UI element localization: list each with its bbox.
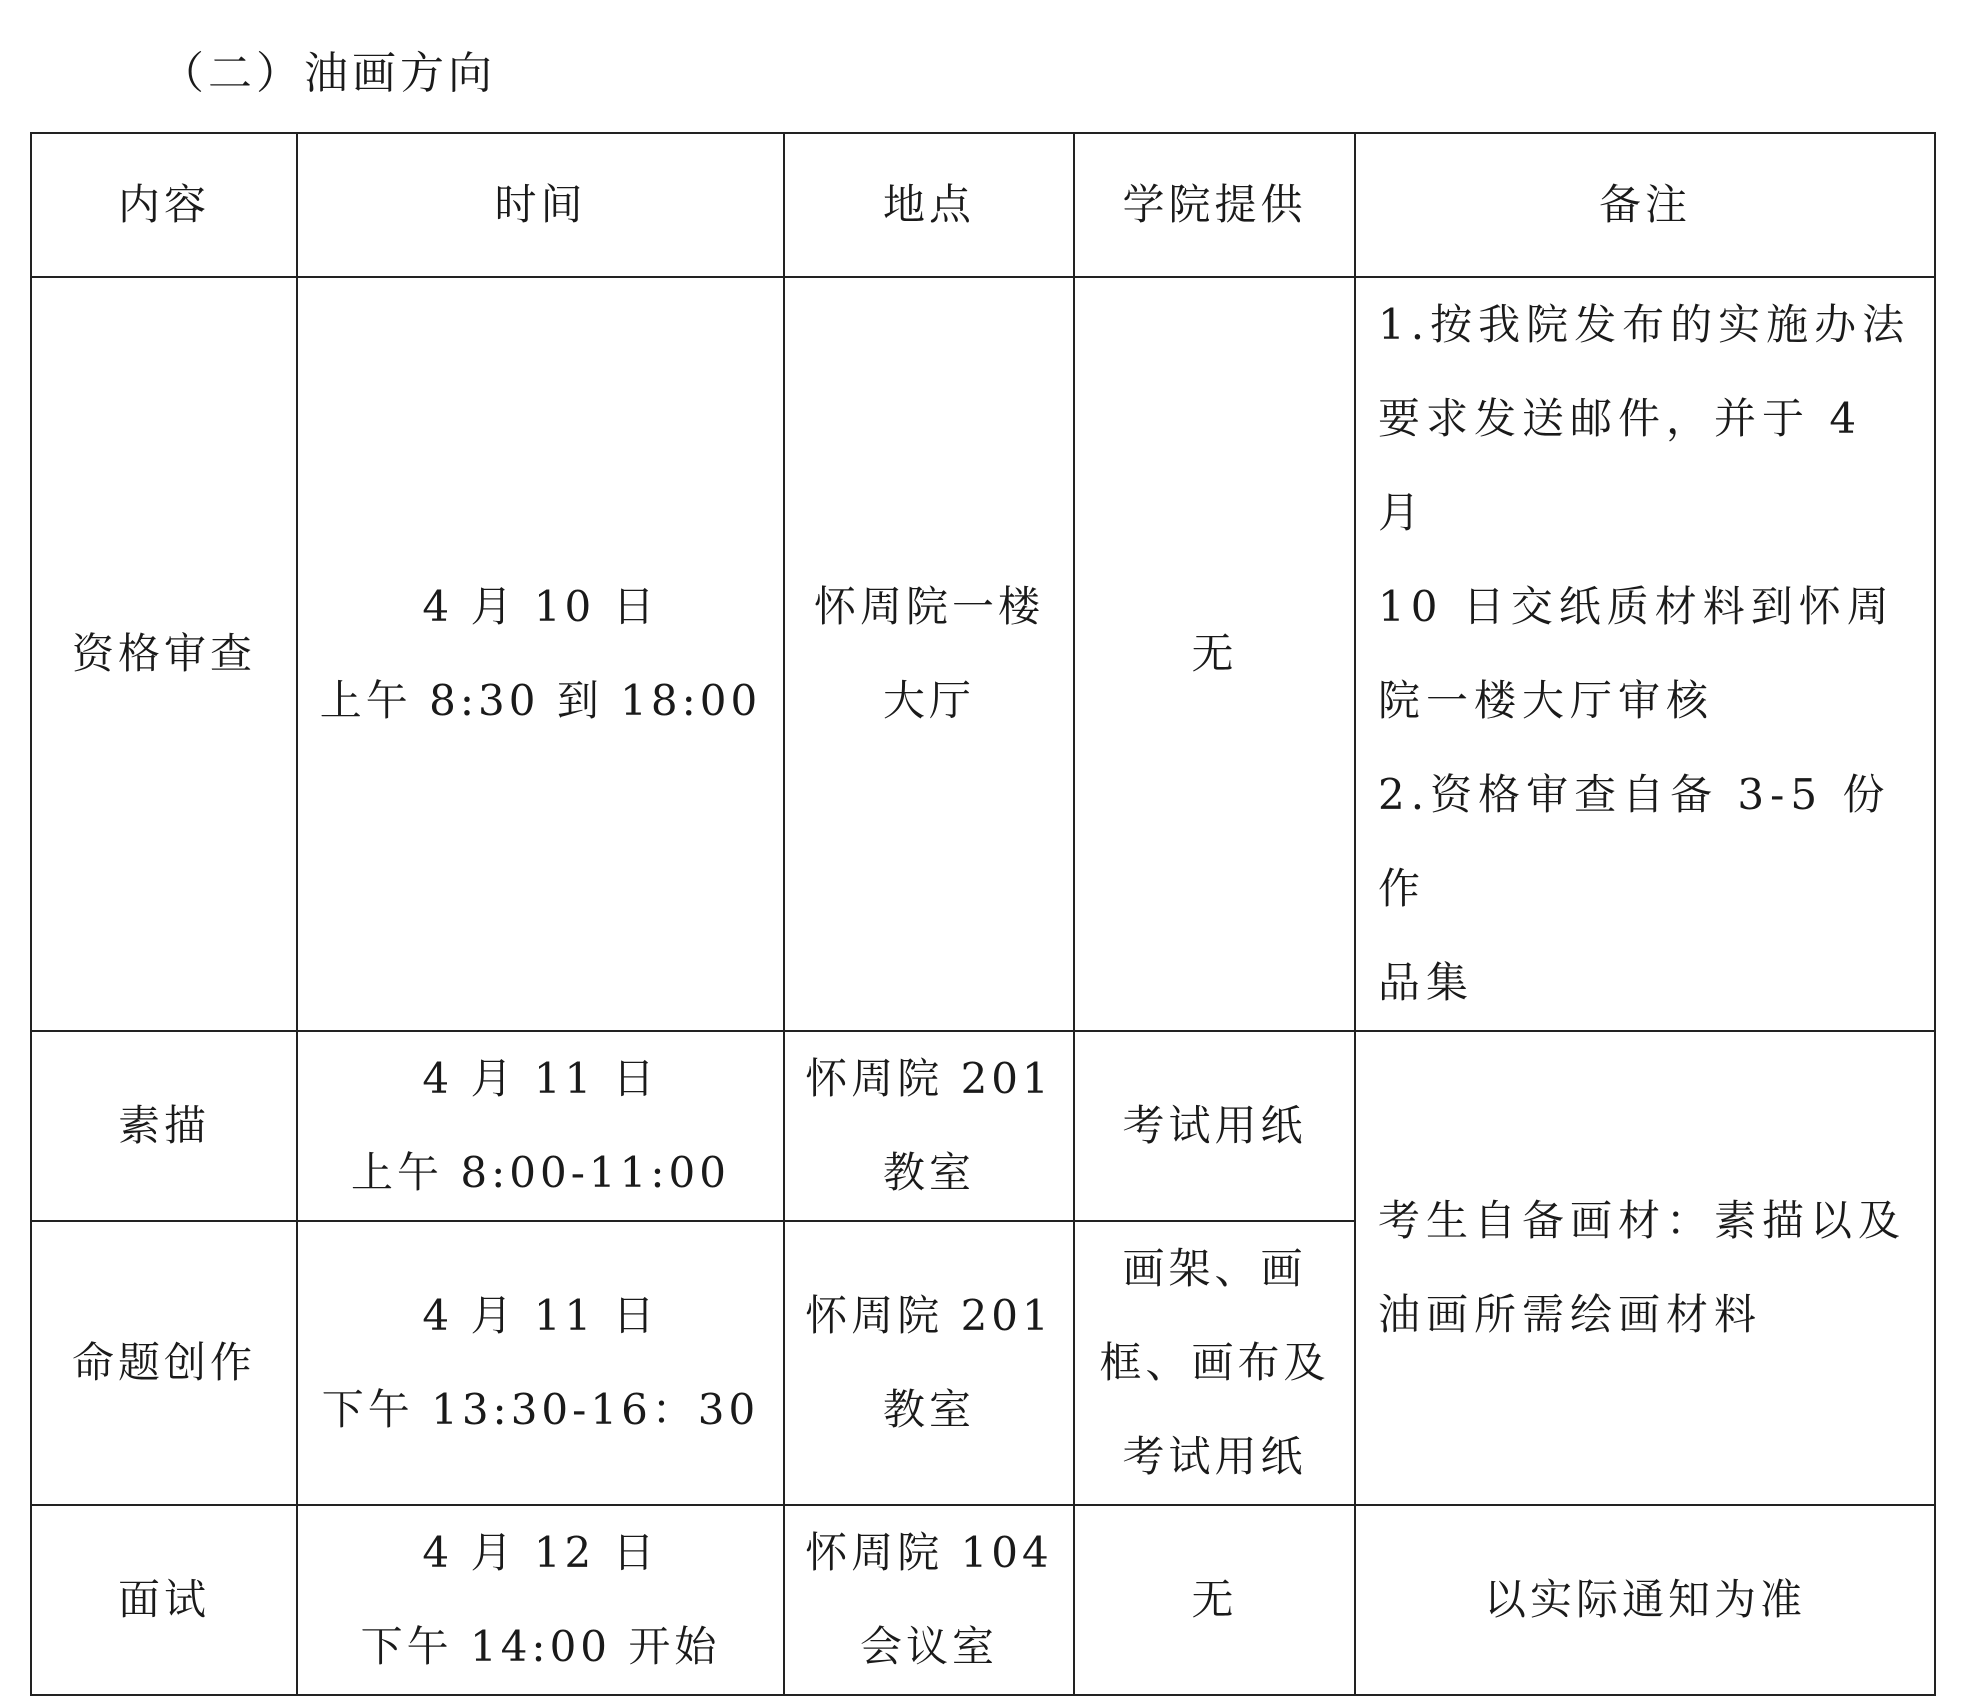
- creation-content: 命题创作: [31, 1221, 297, 1505]
- sketch-time: [297, 1031, 784, 1221]
- qualification-time: [297, 277, 784, 1031]
- exam-schedule-table: [30, 132, 1936, 1696]
- interview-location-line2: 会议室: [859, 1622, 998, 1671]
- creation-time: [297, 1221, 784, 1505]
- qualification-note-line3: 10 日交纸质材料到怀周: [1378, 582, 1895, 631]
- creation-provided-line1: 画架、画: [1122, 1244, 1307, 1293]
- interview-note: 以实际通知为准: [1355, 1505, 1935, 1695]
- qualification-note-line1: 1.按我院发布的实施办法: [1378, 300, 1911, 349]
- qualification-content: 资格审查: [31, 277, 297, 1031]
- interview-provided: 无: [1074, 1505, 1355, 1695]
- qualification-date: 4 月 10 日: [422, 582, 659, 631]
- interview-date: 4 月 12 日: [422, 1528, 659, 1577]
- creation-location-line2: 教室: [882, 1385, 975, 1434]
- creation-hours: 下午 13:30-16：30: [321, 1385, 760, 1434]
- creation-location-line1: 怀周院 201: [805, 1291, 1053, 1340]
- sketch-content: 素描: [31, 1031, 297, 1221]
- header-time: 时间: [297, 133, 784, 277]
- interview-content: 面试: [31, 1505, 297, 1695]
- creation-provided: [1074, 1221, 1355, 1505]
- creation-location: [784, 1221, 1074, 1505]
- table-row-qualification: [31, 277, 1935, 1031]
- qualification-note-line4: 院一楼大厅审核: [1378, 676, 1715, 725]
- shared-materials-note: [1355, 1031, 1935, 1505]
- sketch-date: 4 月 11 日: [422, 1054, 659, 1103]
- sketch-location-line1: 怀周院 201: [805, 1054, 1053, 1103]
- shared-note-line2: 油画所需绘画材料: [1378, 1290, 1763, 1339]
- section-title: （二）油画方向: [160, 48, 496, 99]
- header-provided: 学院提供: [1074, 133, 1355, 277]
- sketch-location: [784, 1031, 1074, 1221]
- creation-provided-line2: 框、画布及: [1099, 1338, 1330, 1387]
- header-notes: 备注: [1355, 133, 1935, 277]
- qualification-hours: 上午 8:30 到 18:00: [319, 676, 762, 725]
- header-content: 内容: [31, 133, 297, 277]
- interview-location: [784, 1505, 1074, 1695]
- sketch-provided: 考试用纸: [1074, 1031, 1355, 1221]
- header-location: 地点: [784, 133, 1074, 277]
- interview-time: [297, 1505, 784, 1695]
- qualification-notes: [1355, 277, 1935, 1031]
- table-header-row: [31, 133, 1935, 277]
- qualification-location-line2: 大厅: [882, 676, 975, 725]
- shared-note-line1: 考生自备画材：素描以及: [1378, 1196, 1907, 1245]
- interview-location-line1: 怀周院 104: [805, 1528, 1053, 1577]
- sketch-hours: 上午 8:00-11:00: [351, 1148, 730, 1197]
- table-row-interview: [31, 1505, 1935, 1695]
- qualification-note-line6: 品集: [1378, 958, 1475, 1007]
- table-row-sketch: [31, 1031, 1935, 1221]
- qualification-note-line2: 要求发送邮件，并于 4 月: [1378, 394, 1863, 537]
- qualification-location-line1: 怀周院一楼: [813, 582, 1044, 631]
- qualification-location: [784, 277, 1074, 1031]
- creation-date: 4 月 11 日: [422, 1291, 659, 1340]
- qualification-note-line5: 2.资格审查自备 3-5 份作: [1378, 770, 1891, 913]
- qualification-provided: 无: [1074, 277, 1355, 1031]
- interview-hours: 下午 14:00 开始: [360, 1622, 721, 1671]
- creation-provided-line3: 考试用纸: [1122, 1432, 1307, 1481]
- sketch-location-line2: 教室: [882, 1148, 975, 1197]
